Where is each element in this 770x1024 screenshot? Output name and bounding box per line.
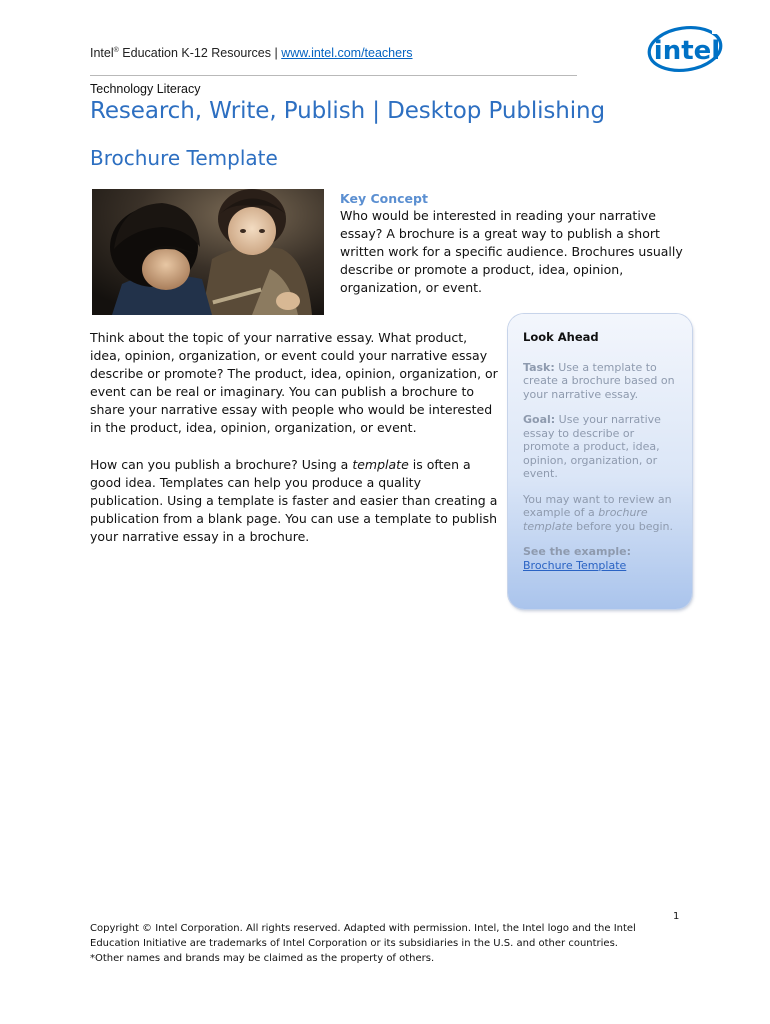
body-text xyxy=(90,329,498,564)
children-photo xyxy=(92,189,324,315)
task-label: Task: xyxy=(523,360,555,374)
template-emphasis: template xyxy=(352,456,409,472)
footer-line-3: *Other names and brands may be claimed as the property of others. xyxy=(90,953,435,964)
subject-label: Technology Literacy xyxy=(90,82,201,96)
page-title: Research, Write, Publish | Desktop Publishing xyxy=(90,98,606,124)
footer-line-2: Education Initiative are trademarks of Intel Corporation or its subsidiaries in the U.S. and other countries. xyxy=(90,938,618,949)
key-concept-text: Who would be interested in reading your narrative essay? A brochure is a great way to publish a short written work for a specific audience. Brochures usually describe or promote a product, idea, opinion, organization, or event. xyxy=(340,208,683,295)
registered-mark: ® xyxy=(113,46,119,54)
review-emphasis: brochure template xyxy=(523,506,648,533)
review-text-end: before you begin. xyxy=(572,519,674,533)
goal-paragraph xyxy=(523,413,683,481)
page-number: 1 xyxy=(673,911,680,922)
footer-line-1: Copyright © Intel Corporation. All rights reserved. Adapted with permission. Intel, the Intel logo and the Intel xyxy=(90,923,636,934)
key-concept-heading: Key Concept xyxy=(340,191,428,206)
header-resource-title: Education K-12 Resources | xyxy=(122,46,278,60)
header-url-link[interactable]: www.intel.com/teachers xyxy=(281,46,413,60)
look-ahead-sidebar xyxy=(508,314,692,609)
header-divider xyxy=(90,75,577,76)
body-paragraph-1: Think about the topic of your narrative essay. What product, idea, opinion, organization, or event could your narrative essay describe or promote? The product, idea, opinion, organization, or event can be real or imaginary. You can publish a brochure to share your narrative essay with people who would be interested in the product, idea, opinion, organization, or event. xyxy=(90,330,498,436)
brochure-template-link[interactable]: Brochure Template xyxy=(523,558,627,572)
body-paragraph-2-end: is often a good idea. Templates can help you produce a quality publication. Using a template is faster and easier than creating a publication from a blank page. You can use a template to publish your narrative essay in a brochure. xyxy=(90,456,498,544)
example-label: See the example: xyxy=(523,545,631,558)
copyright-footer xyxy=(90,921,680,966)
page-header xyxy=(90,46,413,60)
logo-wordmark: intel xyxy=(653,36,721,66)
example-paragraph xyxy=(523,545,683,572)
page-subtitle: Brochure Template xyxy=(90,146,278,170)
review-text-start: You may want to review an example of a xyxy=(523,492,672,519)
body-paragraph-2-start: How can you publish a brochure? Using a xyxy=(90,456,353,472)
intel-logo xyxy=(646,22,724,74)
body-paragraph-2 xyxy=(90,456,498,546)
goal-label: Goal: xyxy=(523,413,556,426)
header-brand: Intel xyxy=(90,46,114,60)
task-text: Use a template to create a brochure based on your narrative essay. xyxy=(523,360,675,401)
review-paragraph xyxy=(523,493,683,534)
task-paragraph xyxy=(523,361,683,402)
key-concept-box xyxy=(340,190,690,297)
look-ahead-heading: Look Ahead xyxy=(523,330,599,344)
goal-text: Use your narrative essay to describe or promote a product, idea, opinion, organization, or event. xyxy=(523,413,661,480)
